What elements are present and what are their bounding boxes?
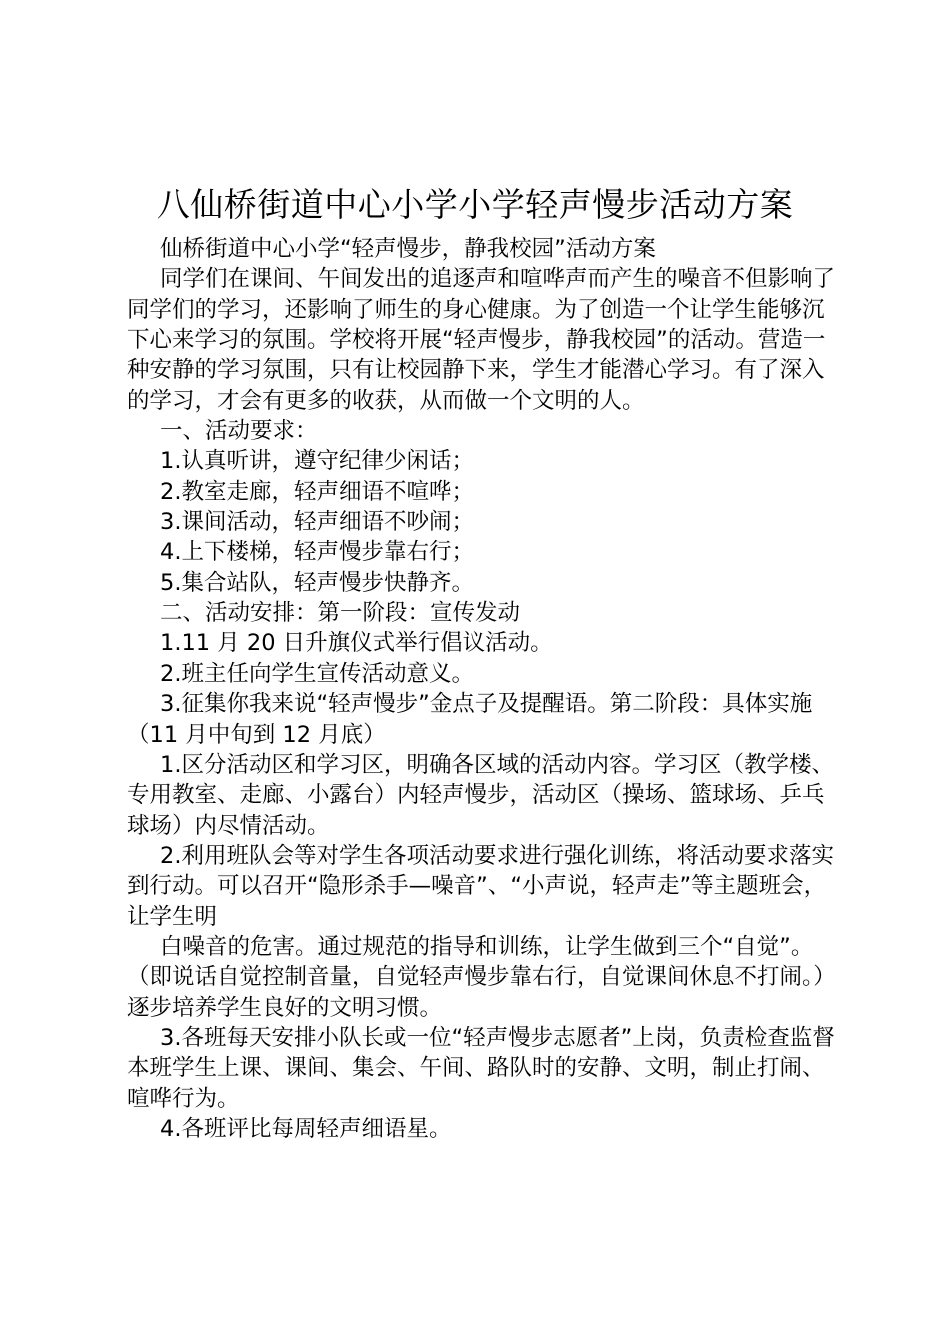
list-item: 4.上下楼梯，轻声慢步靠右行； [160,539,474,566]
paragraph-subtitle: 仙桥街道中心小学“轻声慢步，静我校园”活动方案 [160,236,656,262]
list-item: 2.教室走廊，轻声细语不喧哗； [160,478,474,505]
list-item: 1.11 月 20 日升旗仪式举行倡议活动。 [160,630,553,657]
list-item: 1.区分活动区和学习区，明确各区域的活动内容。学习区（教学楼、专用教室、走廊、小露台）内轻声慢步，活动区（操场、篮球场、乒乓球场）内尽情活动。 [127,751,834,839]
list-item: 3.征集你我来说“轻声慢步”金点子及提醒语。第二阶段：具体实施（11 月中旬到 12 月底） [127,691,813,748]
list-item: 3.课间活动，轻声细语不吵闹； [160,509,474,536]
list-item: 5.集合站队，轻声慢步快静齐。 [160,569,474,596]
list-item: 3.各班每天安排小队长或一位“轻声慢步志愿者”上岗，负责检查监督本班学生上课、课间、集会、午间、路队时的安静、文明，制止打闹、喧哗行为。 [127,1024,835,1112]
paragraph: 白噪音的危害。通过规范的指导和训练，让学生做到三个“自觉”。（即说话自觉控制音量，自觉轻声慢步靠右行，自觉课间休息不打闹。）逐步培养学生良好的文明习惯。 [127,933,836,1021]
section-heading-requirements: 一、活动要求： [160,418,318,445]
list-item: 2.班主任向学生宣传活动意义。 [160,660,474,687]
paragraph-intro: 同学们在课间、午间发出的追逐声和喧哗声而产生的噪音不但影响了同学们的学习，还影响了师生的身心健康。为了创造一个让学生能够沉下心来学习的氛围。学校将开展“轻声慢步，静我校园”的活动。营造一种安静的学习氛围，只有让校园静下来，学生才能潜心学习。有了深入的学习，才会有更多的收获，从而做一个文明的人。 [127,266,836,414]
document-title: 八仙桥街道中心小学小学轻声慢步活动方案 [156,185,794,224]
document-body [127,234,839,1144]
section-heading-arrangement: 二、活动安排：第一阶段：宣传发动 [160,600,521,627]
list-item: 2.利用班队会等对学生各项活动要求进行强化训练，将活动要求落实到行动。可以召开“隐形杀手—噪音”、“小声说，轻声走”等主题班会，让学生明 [127,842,834,930]
list-item: 4.各班评比每周轻声细语星。 [160,1115,452,1142]
list-item: 1.认真听讲，遵守纪律少闲话； [160,448,474,475]
